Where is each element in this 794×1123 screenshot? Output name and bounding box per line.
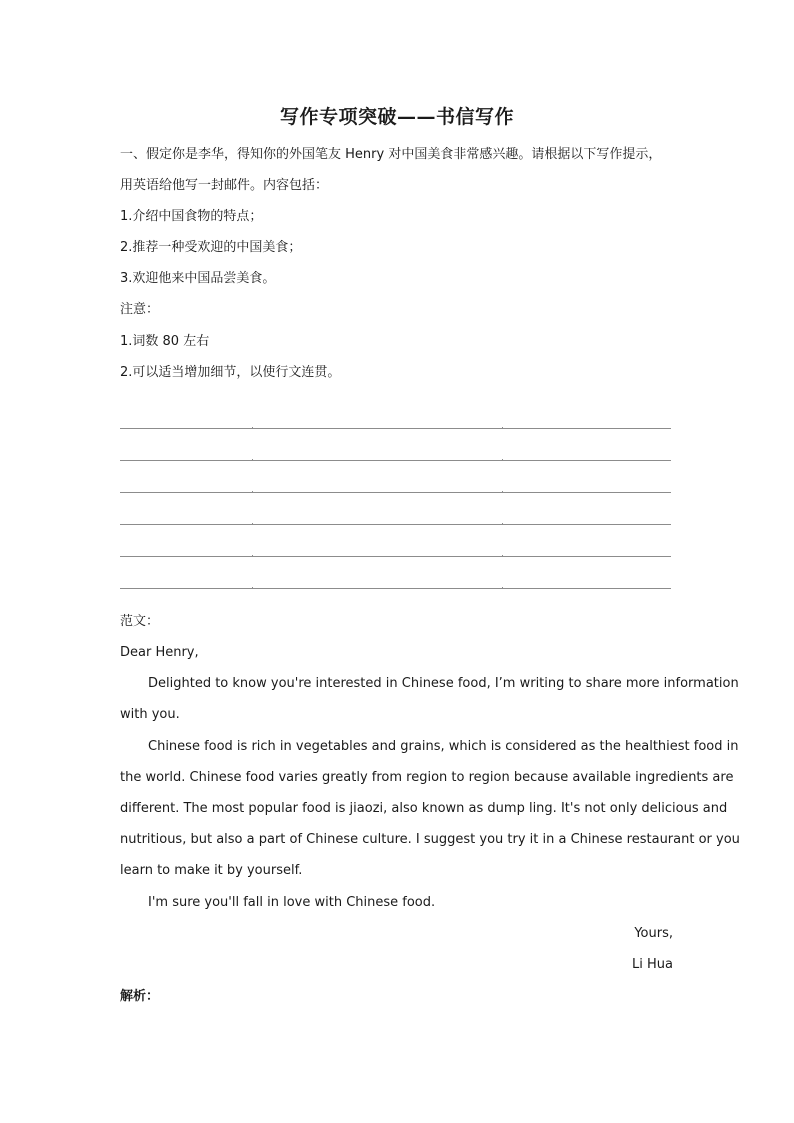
sample-label: 范文： — [120, 614, 160, 629]
sample-greeting: Dear Henry, — [120, 645, 199, 660]
prompt-item-1: 1.介绍中国食物的特点； — [120, 209, 263, 224]
analysis-label: 解析： — [120, 989, 160, 1004]
note-2: 2.可以适当增加细节，以使行文连贯。 — [120, 365, 341, 380]
sample-line: nutritious, but also a part of Chinese culture. I suggest you try it in a Chinese restaurant or you — [120, 832, 740, 847]
sample-signature: Li Hua — [632, 957, 673, 972]
writing-line[interactable] — [120, 557, 671, 589]
sample-closing: Yours, — [634, 926, 673, 941]
writing-line[interactable] — [120, 461, 671, 493]
sample-line: different. The most popular food is jiaozi, also known as dump ling. It's not only delicious and — [120, 801, 728, 816]
sample-line: learn to make it by yourself. — [120, 863, 303, 878]
sample-line: I'm sure you'll fall in love with Chinese food. — [148, 895, 436, 910]
writing-line[interactable] — [120, 429, 671, 461]
prompt-line-1: 一、假定你是李华，得知你的外国笔友 Henry 对中国美食非常感兴趣。请根据以下写作提示， — [120, 147, 662, 162]
sample-line: the world. Chinese food varies greatly from region to region because available ingredients are — [120, 770, 734, 785]
prompt-item-3: 3.欢迎他来中国品尝美食。 — [120, 271, 276, 286]
note-1: 1.词数 80 左右 — [120, 334, 210, 349]
writing-area[interactable] — [120, 397, 671, 589]
sample-line: Chinese food is rich in vegetables and grains, which is considered as the healthiest food in — [148, 739, 739, 754]
notes-label: 注意： — [120, 302, 160, 317]
writing-line[interactable] — [120, 525, 671, 557]
writing-line[interactable] — [120, 493, 671, 525]
sample-line: with you. — [120, 707, 180, 722]
sample-line: Delighted to know you're interested in Chinese food, I’m writing to share more information — [148, 676, 739, 691]
prompt-item-2: 2.推荐一种受欢迎的中国美食； — [120, 240, 302, 255]
writing-line[interactable] — [120, 397, 671, 429]
prompt-line-2: 用英语给他写一封邮件。内容包括： — [120, 178, 329, 193]
page-title: 写作专项突破——书信写作 — [279, 106, 514, 128]
